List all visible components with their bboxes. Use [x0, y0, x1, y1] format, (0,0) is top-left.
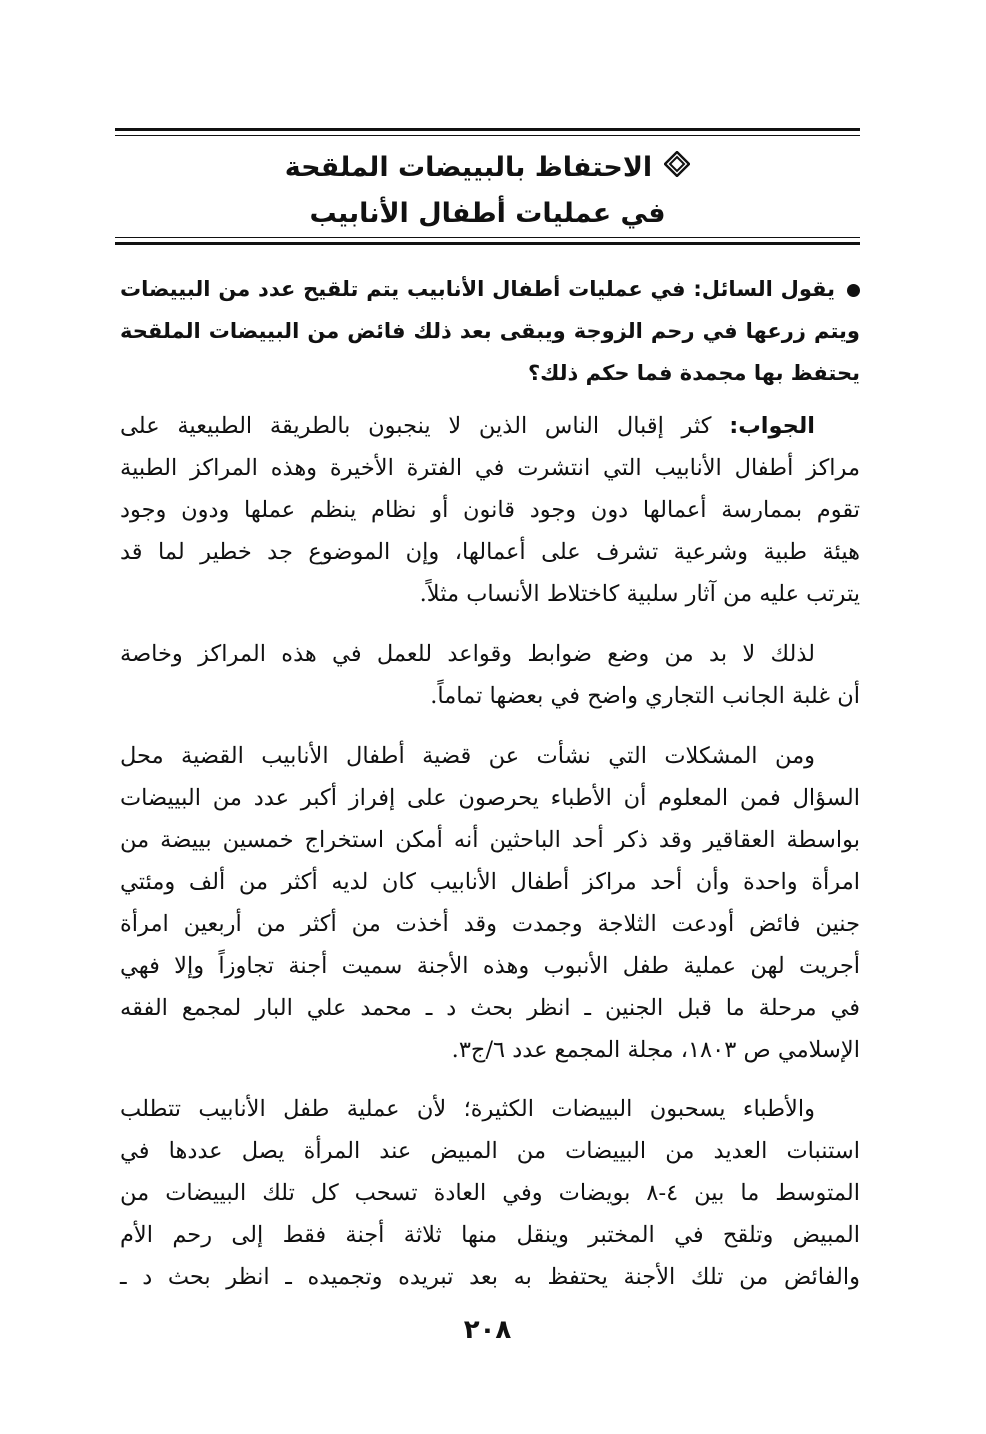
bottom-rule-thick — [115, 242, 860, 245]
paragraph-3-line-7: في مرحلة ما قبل الجنين ـ انظر بحث د ـ محمد علي البار لمجمع الفقه — [120, 995, 860, 1021]
section-title-text-1: الاحتفاظ بالبييضات الملقحة — [284, 152, 653, 183]
paragraph-3-line-6: أجريت لهن عملية طفل الأنبوب وهذه الأجنة سميت أجنة تجاوزاً وإلا فهي — [120, 953, 860, 979]
paragraph-2-line-1: لذلك لا بد من وضع ضوابط وقواعد للعمل في هذه المراكز وخاصة — [120, 641, 815, 667]
diamond-ornament-icon — [664, 147, 690, 191]
paragraph-4 — [120, 1088, 860, 1298]
paragraph-4-line-5: والفائض من تلك الأجنة يحتفظ به بعد تبريده وتجميده ـ انظر بحث د ـ — [120, 1264, 860, 1290]
paragraph-4-line-1: والأطباء يسحبون البييضات الكثيرة؛ لأن عملية طفل الأنابيب تتطلب — [120, 1096, 815, 1122]
paragraph-3-line-1: ومن المشكلات التي نشأت عن قضية أطفال الأنابيب القضية محل — [120, 743, 815, 769]
answer-line-4: هيئة طبية وشرعية تشرف على أعمالها، وإن الموضوع جد خطير لما قد — [120, 539, 860, 565]
page-number: ٢٠٨ — [463, 1315, 512, 1345]
question-block — [120, 268, 860, 394]
paragraph-3-line-3: بواسطة العقاقير وقد ذكر أحد الباحثين أنه أمكن استخراج خمسين بييضة من — [120, 827, 860, 853]
bullet-icon — [847, 284, 860, 297]
section-title-text-2: في عمليات أطفال الأنابيب — [309, 198, 666, 229]
paragraph-4-line-4: المبيض وتلقح في المختبر وينقل منها ثلاثة أجنة فقط إلى رحم الأم — [120, 1222, 860, 1248]
paragraph-3 — [120, 735, 860, 1071]
paragraph-3-line-5: جنين فائض أودعت الثلاجة وجمدت وقد أخذت من أكثر من أربعين امرأة — [120, 911, 860, 937]
paragraph-3-line-4: امرأة واحدة وأن أحد مراكز أطفال الأنابيب كان لديه أكثر من ألف ومئتي — [120, 869, 860, 895]
answer-line-1 — [120, 405, 860, 447]
paragraph-3-line-2: السؤال فمن المعلوم أن الأطباء يحرصون على إفراز أكبر عدد من البييضات — [120, 785, 860, 811]
paragraph-2-line-2: أن غلبة الجانب التجاري واضح في بعضها تماماً. — [430, 683, 860, 709]
paragraph-3-line-8: الإسلامي ص ١٨٠٣، مجلة المجمع عدد ٦/ج٣. — [451, 1037, 860, 1063]
paragraph-2 — [120, 633, 860, 717]
answer-paragraph — [120, 405, 860, 615]
answer-line-5: يترتب عليه من آثار سلبية كاختلاط الأنساب مثلاً. — [419, 581, 860, 607]
question-text-1: في عمليات أطفال الأنابيب يتم تلقيح عدد من البييضات — [120, 277, 686, 301]
top-rule-thick — [115, 128, 860, 131]
question-label: يقول السائل: — [693, 277, 835, 301]
question-line-3: يحتفظ بها مجمدة فما حكم ذلك؟ — [527, 361, 860, 385]
section-title-line-1 — [115, 146, 860, 191]
top-rule-thin — [115, 135, 860, 136]
answer-text-1: كثر إقبال الناس الذين لا ينجبون بالطريقة الطبيعية على — [120, 413, 712, 439]
section-title-line-2 — [115, 192, 860, 236]
answer-line-3: تقوم بممارسة أعمالها دون وجود قانون أو نظام ينظم عملها ودون وجود — [120, 497, 860, 523]
paragraph-4-line-3: المتوسط ما بين ٤-٨ بويضات وفي العادة تسحب كل تلك البييضات من — [120, 1180, 861, 1206]
bottom-rule-thin — [115, 237, 860, 238]
answer-label: الجواب: — [729, 413, 816, 439]
question-line-2: ويتم زرعها في رحم الزوجة ويبقى بعد ذلك فائض من البييضات الملقحة — [120, 319, 860, 343]
question-line-1 — [120, 268, 860, 310]
answer-line-2: مراكز أطفال الأنابيب التي انتشرت في الفترة الأخيرة وهذه المراكز الطبية — [120, 455, 860, 481]
paragraph-4-line-2: استنبات العديد من البييضات من المبيض عند المرأة يصل عددها في — [120, 1138, 860, 1164]
